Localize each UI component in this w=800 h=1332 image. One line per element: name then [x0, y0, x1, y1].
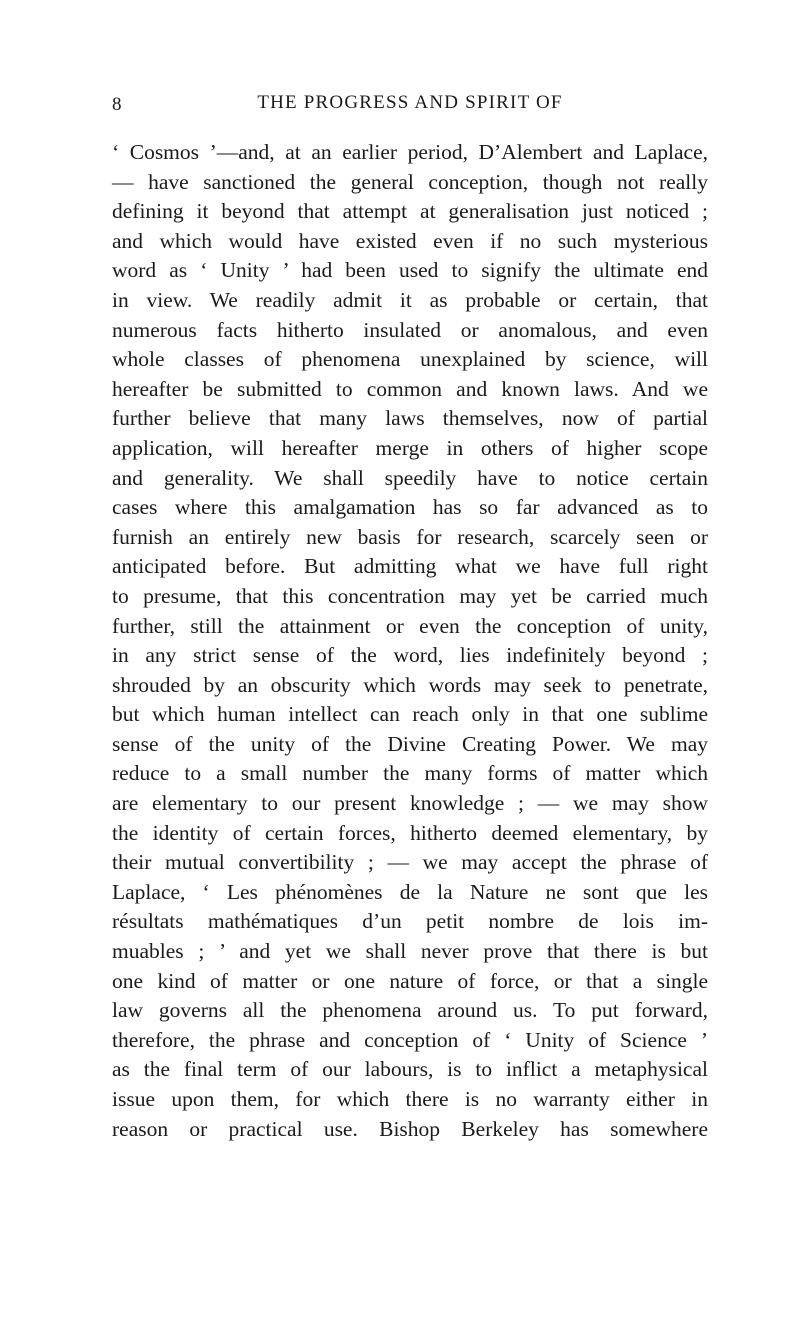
text-line: but which human intellect can reach only in that one sublime	[112, 702, 708, 727]
running-head	[112, 92, 708, 122]
text-line: numerous facts hitherto insulated or anomalous, and even	[112, 317, 708, 342]
text-line: whole classes of phenomena unexplained by science, will	[112, 347, 708, 372]
text-line: résultats mathématiques d’un petit nombre de lois im-	[112, 909, 708, 934]
text-line: anticipated before. But admitting what we have full right	[112, 554, 708, 579]
text-line: therefore, the phrase and conception of ‘ Unity of Science ’	[112, 1027, 708, 1052]
text-line: and generality. We shall speedily have to notice certain	[112, 465, 708, 490]
text-line: ‘ Cosmos ’—and, at an earlier period, D’Alembert and Laplace,	[112, 140, 708, 164]
text-line: reason or practical use. Bishop Berkeley has somewhere	[112, 1116, 708, 1141]
text-line: further believe that many laws themselves, now of partial	[112, 406, 708, 431]
text-line: application, will hereafter merge in others of higher scope	[112, 435, 708, 460]
text-line: Laplace, ‘ Les phénomènes de la Nature ne sont que les	[112, 879, 708, 904]
text-line: hereafter be submitted to common and known laws. And we	[112, 376, 708, 401]
body-text	[112, 138, 708, 1144]
text-line: defining it beyond that attempt at generalisation just noticed ;	[112, 199, 708, 224]
text-line: one kind of matter or one nature of force, or that a single	[112, 968, 708, 993]
text-line: and which would have existed even if no such mysterious	[112, 228, 708, 253]
text-line: further, still the attainment or even the conception of unity,	[112, 613, 708, 638]
text-line: cases where this amalgamation has so far advanced as to	[112, 495, 708, 520]
text-line: reduce to a small number the many forms of matter which	[112, 761, 708, 786]
text-line: furnish an entirely new basis for research, scarcely seen or	[112, 524, 708, 549]
page-number: 8	[112, 94, 122, 115]
text-line: — have sanctioned the general conception, though not really	[112, 169, 708, 194]
text-line: to presume, that this concentration may yet be carried much	[112, 583, 708, 608]
text-line: sense of the unity of the Divine Creating Power. We may	[112, 731, 708, 756]
running-head-title: THE PROGRESS AND SPIRIT OF	[257, 92, 563, 113]
text-line: are elementary to our present knowledge ; — we may show	[112, 791, 708, 816]
text-line: the identity of certain forces, hitherto deemed elementary, by	[112, 820, 708, 845]
text-line: their mutual convertibility ; — we may accept the phrase of	[112, 850, 708, 875]
text-line: in any strict sense of the word, lies indefinitely beyond ;	[112, 643, 708, 668]
text-line: issue upon them, for which there is no warranty either in	[112, 1087, 708, 1111]
text-line: word as ‘ Unity ’ had been used to signify the ultimate end	[112, 258, 708, 283]
text-line: law governs all the phenomena around us. To put forward,	[112, 998, 708, 1023]
text-line: in view. We readily admit it as probable or certain, that	[112, 287, 708, 312]
text-line: as the final term of our labours, is to inflict a metaphysical	[112, 1057, 708, 1082]
text-line: muables ; ’ and yet we shall never prove that there is but	[112, 939, 708, 964]
text-line: shrouded by an obscurity which words may seek to penetrate,	[112, 672, 708, 697]
